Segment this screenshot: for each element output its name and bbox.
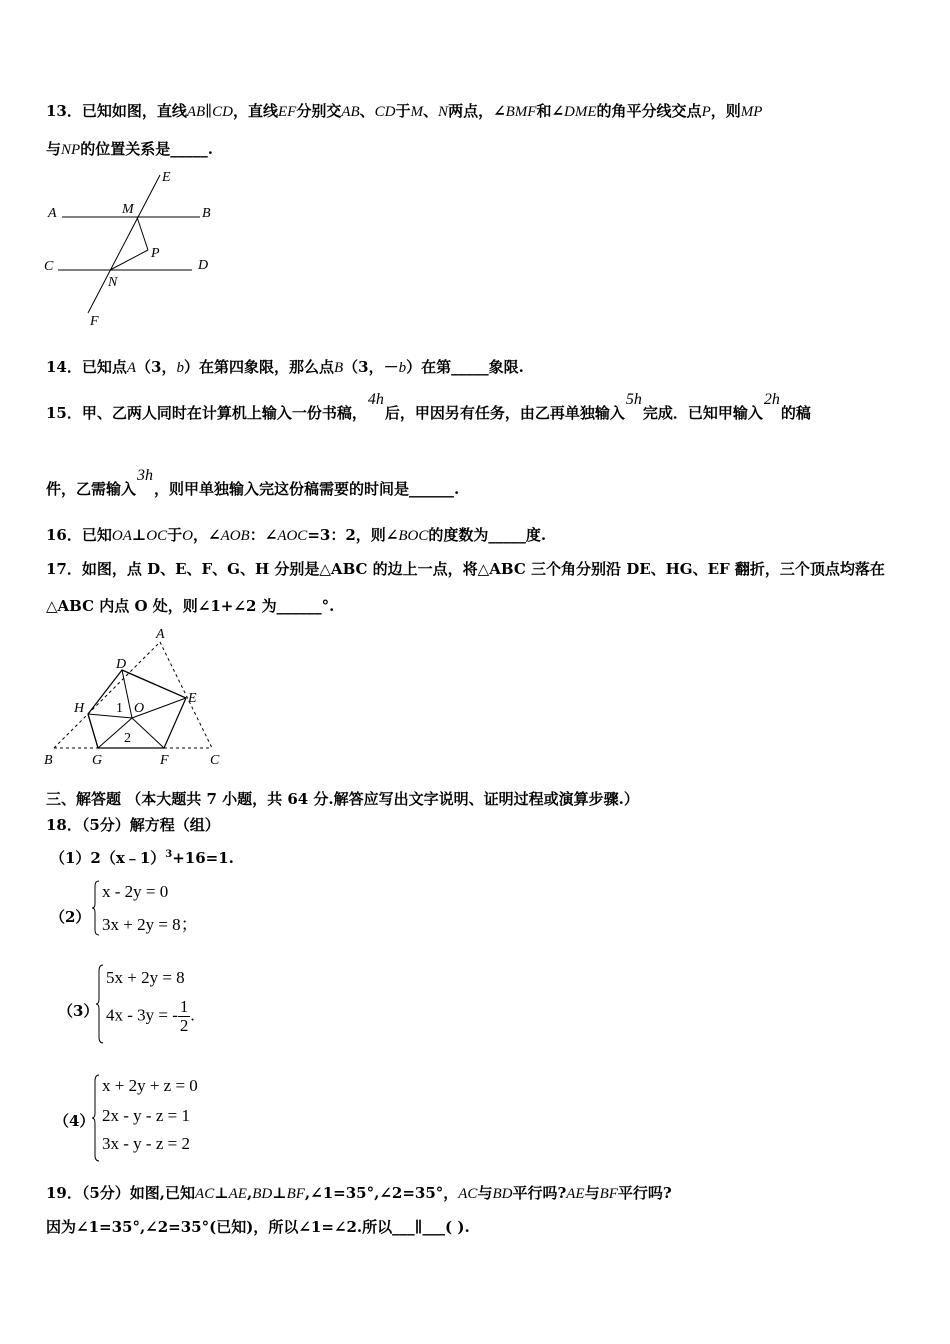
label-o: O [134,701,145,716]
label-one: 1 [116,701,123,716]
q13-line1: 13．已知如图，直线AB∥CD，直线EF分别交AB、CD于M、N两点，∠BMF和∠DME的角平分线交点P，则MP [46,102,763,120]
label-d: D [116,657,127,672]
q18-part1: （1）2（x﹣1）$^3$+16=1. [50,849,234,867]
q18-part3-label: （3） [58,1002,99,1020]
q18-title: 18．（5分）解方程（组） [46,816,220,834]
q18-part4-label: （4） [54,1112,95,1130]
edge-ac-dashed [160,642,212,748]
label-g: G [92,753,103,768]
label-b: B [44,753,53,768]
label-n: N [108,275,118,290]
q14-text: 14．已知点A（3，b）在第四象限，那么点B（3，－b）在第_____象限. [46,358,524,376]
seg-od [122,670,132,718]
seg-of [132,718,164,748]
q17-line2: △ABC 内点 O 处，则∠1+∠2 为______°. [46,597,335,615]
q19-line2: 因为∠1=35°,∠2=35°(已知)，所以∠1=∠2.所以___∥___( ). [46,1218,470,1236]
label-f: F [160,753,169,768]
label-e: E [162,170,171,185]
label-p: P [151,246,160,261]
label-a: A [156,627,165,642]
label-a: A [48,206,57,221]
label-m: M [122,202,134,217]
label-h: H [74,701,85,716]
label-two: 2 [124,731,131,746]
label-e: E [188,691,197,706]
edge-ab-dashed [54,642,160,748]
q18-part2-label: （2） [50,908,91,926]
q18-part2-system: x - 2y = 0 3x + 2y = 8； [92,880,202,936]
label-d: D [198,258,209,273]
crease-hg [88,714,98,748]
q16-text: 16．已知OA⊥OC于O，∠AOB：∠AOC=3：2，则∠BOC的度数为_____度. [46,526,547,544]
segment-mp [137,217,148,250]
q15-line1: 15．甲、乙两人同时在计算机上输入一份书稿，4h后，甲因另有任务，由乙再单独输入5h完成．已知甲输入2h的稿 [46,391,811,422]
q13-line2: 与NP的位置关系是_____. [46,140,213,158]
label-c: C [44,259,54,274]
q18-part3-system: 5x + 2y = 8 4x - 3y = - $\frac{1}{2}$ . [96,964,226,1044]
line-ef [88,175,160,313]
seg-oh [88,714,132,718]
q13-figure [40,165,230,330]
q18-part4-system: x + 2y + z = 0 2x - y - z = 1 3x - y - z = 2 [92,1074,222,1162]
q19-line1: 19．（5分）如图,已知AC⊥AE,BD⊥BF,∠1=35°,∠2=35°，AC与BD平行吗?AE与BF平行吗? [46,1184,672,1202]
label-f: F [90,314,99,329]
label-c: C [210,753,220,768]
q15-line2: 件，乙需输入3h，则甲单独输入完这份稿需要的时间是______. [46,467,460,498]
q17-figure [40,622,230,772]
q17-line1: 17．如图，点 D、E、F、G、H 分别是△ABC 的边上一点，将△ABC 三个角分别沿 DE、HG、EF 翻折，三个顶点均落在 [46,560,885,578]
section3-title: 三、解答题 （本大题共 7 小题，共 64 分.解答应写出文字说明、证明过程或演算步骤.） [46,790,639,808]
label-b: B [202,206,211,221]
crease-de [122,670,186,698]
